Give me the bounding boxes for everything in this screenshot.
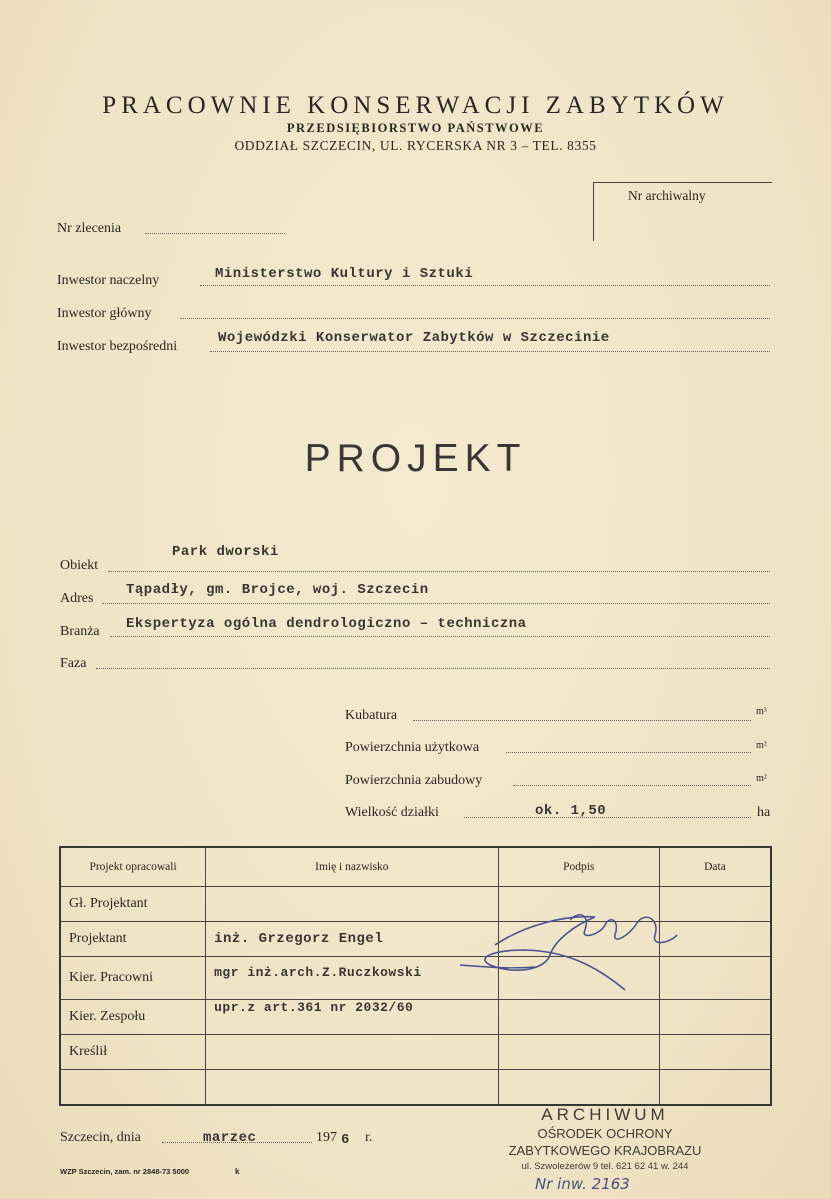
chief-investor-label: Inwestor naczelny xyxy=(57,273,160,288)
date-cell xyxy=(659,1070,771,1106)
header-signature: Podpis xyxy=(498,847,659,887)
signature-cell xyxy=(498,1035,659,1070)
usable-area-line xyxy=(506,752,751,753)
chief-investor-value: Ministerstwo Kultury i Sztuki xyxy=(215,266,474,282)
role-cell: Projektant xyxy=(60,922,206,957)
direct-investor-label: Inwestor bezpośredni xyxy=(57,339,178,354)
kubatura-line xyxy=(413,720,751,721)
address-line xyxy=(102,603,770,604)
usable-area-label: Powierzchnia użytkowa xyxy=(345,740,480,755)
object-label: Obiekt xyxy=(60,558,99,573)
handwritten-signature xyxy=(455,895,685,1005)
header-date: Data xyxy=(659,847,771,887)
name-cell: upr.z art.361 nr 2032/60 xyxy=(206,1000,498,1035)
stamp-line-4: ul. Szwoleżerów 9 tel. 621 62 41 w. 244 xyxy=(521,1161,689,1172)
document-title: PROJEKT xyxy=(304,437,527,480)
institution-subtitle: PRZEDSIĘBIORSTWO PAŃSTWOWE xyxy=(286,121,545,135)
header-authors: Projekt opracowali xyxy=(60,847,206,887)
object-value: Park dworski xyxy=(172,544,279,560)
main-investor-line xyxy=(180,318,770,319)
header-name: Imię i nazwisko xyxy=(206,847,498,887)
address-label: Adres xyxy=(60,591,94,606)
institution-address: ODDZIAŁ SZCZECIN, UL. RYCERSKA NR 3 – TEL. 8355 xyxy=(234,138,597,153)
printer-note: WZP Szczecin, zam. nr 2848-73 5000 xyxy=(60,1167,190,1176)
year-suffix: r. xyxy=(365,1130,373,1145)
role-cell: Kreślił xyxy=(60,1035,206,1070)
direct-investor-line xyxy=(210,351,770,352)
plot-size-value: ok. 1,50 xyxy=(535,803,607,819)
signature-cell xyxy=(498,1070,659,1106)
inventory-number: Nr inw. 2163 xyxy=(535,1175,630,1193)
kubatura-label: Kubatura xyxy=(345,708,398,723)
plot-size-label: Wielkość działki xyxy=(345,805,439,820)
plot-size-line xyxy=(464,817,751,818)
stamp-line-2: OŚRODEK OCHRONY xyxy=(537,1126,673,1141)
object-line xyxy=(108,571,770,572)
month-value: marzec xyxy=(203,1130,257,1146)
built-area-label: Powierzchnia zabudowy xyxy=(345,773,483,788)
role-cell: Kier. Pracowni xyxy=(60,957,206,1000)
order-number-line xyxy=(145,233,285,234)
address-value: Tąpadły, gm. Brojce, woj. Szczecin xyxy=(126,582,429,598)
chief-investor-line xyxy=(200,285,770,286)
phase-label: Faza xyxy=(60,656,87,671)
kubatura-unit: m³ xyxy=(756,706,767,717)
stamp-line-3: ZABYTKOWEGO KRAJOBRAZU xyxy=(508,1143,702,1158)
stamp-archive: ARCHIWUM xyxy=(541,1105,669,1124)
table-row xyxy=(60,1070,771,1106)
place-date-label: Szczecin, dnia xyxy=(60,1130,141,1145)
table-header-row xyxy=(60,847,771,887)
direct-investor-value: Wojewódzki Konserwator Zabytków w Szczecinie xyxy=(218,330,610,346)
branch-label: Branża xyxy=(60,624,100,639)
name-cell xyxy=(206,1070,498,1106)
table-row xyxy=(60,1035,771,1070)
built-area-unit: m² xyxy=(756,773,767,784)
year-digit: 6 xyxy=(341,1132,350,1148)
plot-size-unit: ha xyxy=(757,805,771,820)
name-cell: inż. Grzegorz Engel xyxy=(206,922,498,957)
branch-line xyxy=(110,636,770,637)
role-cell xyxy=(60,1070,206,1106)
printer-mark: k xyxy=(235,1167,240,1176)
archive-number-box xyxy=(593,182,772,241)
main-investor-label: Inwestor główny xyxy=(57,306,152,321)
phase-line xyxy=(96,668,770,669)
date-cell xyxy=(659,1035,771,1070)
branch-value: Ekspertyza ogólna dendrologiczno – techniczna xyxy=(126,616,527,632)
year-prefix: 197 xyxy=(316,1130,337,1145)
role-cell: Kier. Zespołu xyxy=(60,1000,206,1035)
institution-title: PRACOWNIE KONSERWACJI ZABYTKÓW xyxy=(102,92,729,119)
order-number-label: Nr zlecenia xyxy=(57,221,122,236)
role-cell: Gł. Projektant xyxy=(60,887,206,922)
usable-area-unit: m² xyxy=(756,740,767,751)
name-cell xyxy=(206,1035,498,1070)
archive-number-label: Nr archiwalny xyxy=(628,188,706,203)
name-cell: mgr inż.arch.Z.Ruczkowski xyxy=(206,957,498,1000)
built-area-line xyxy=(513,785,751,786)
